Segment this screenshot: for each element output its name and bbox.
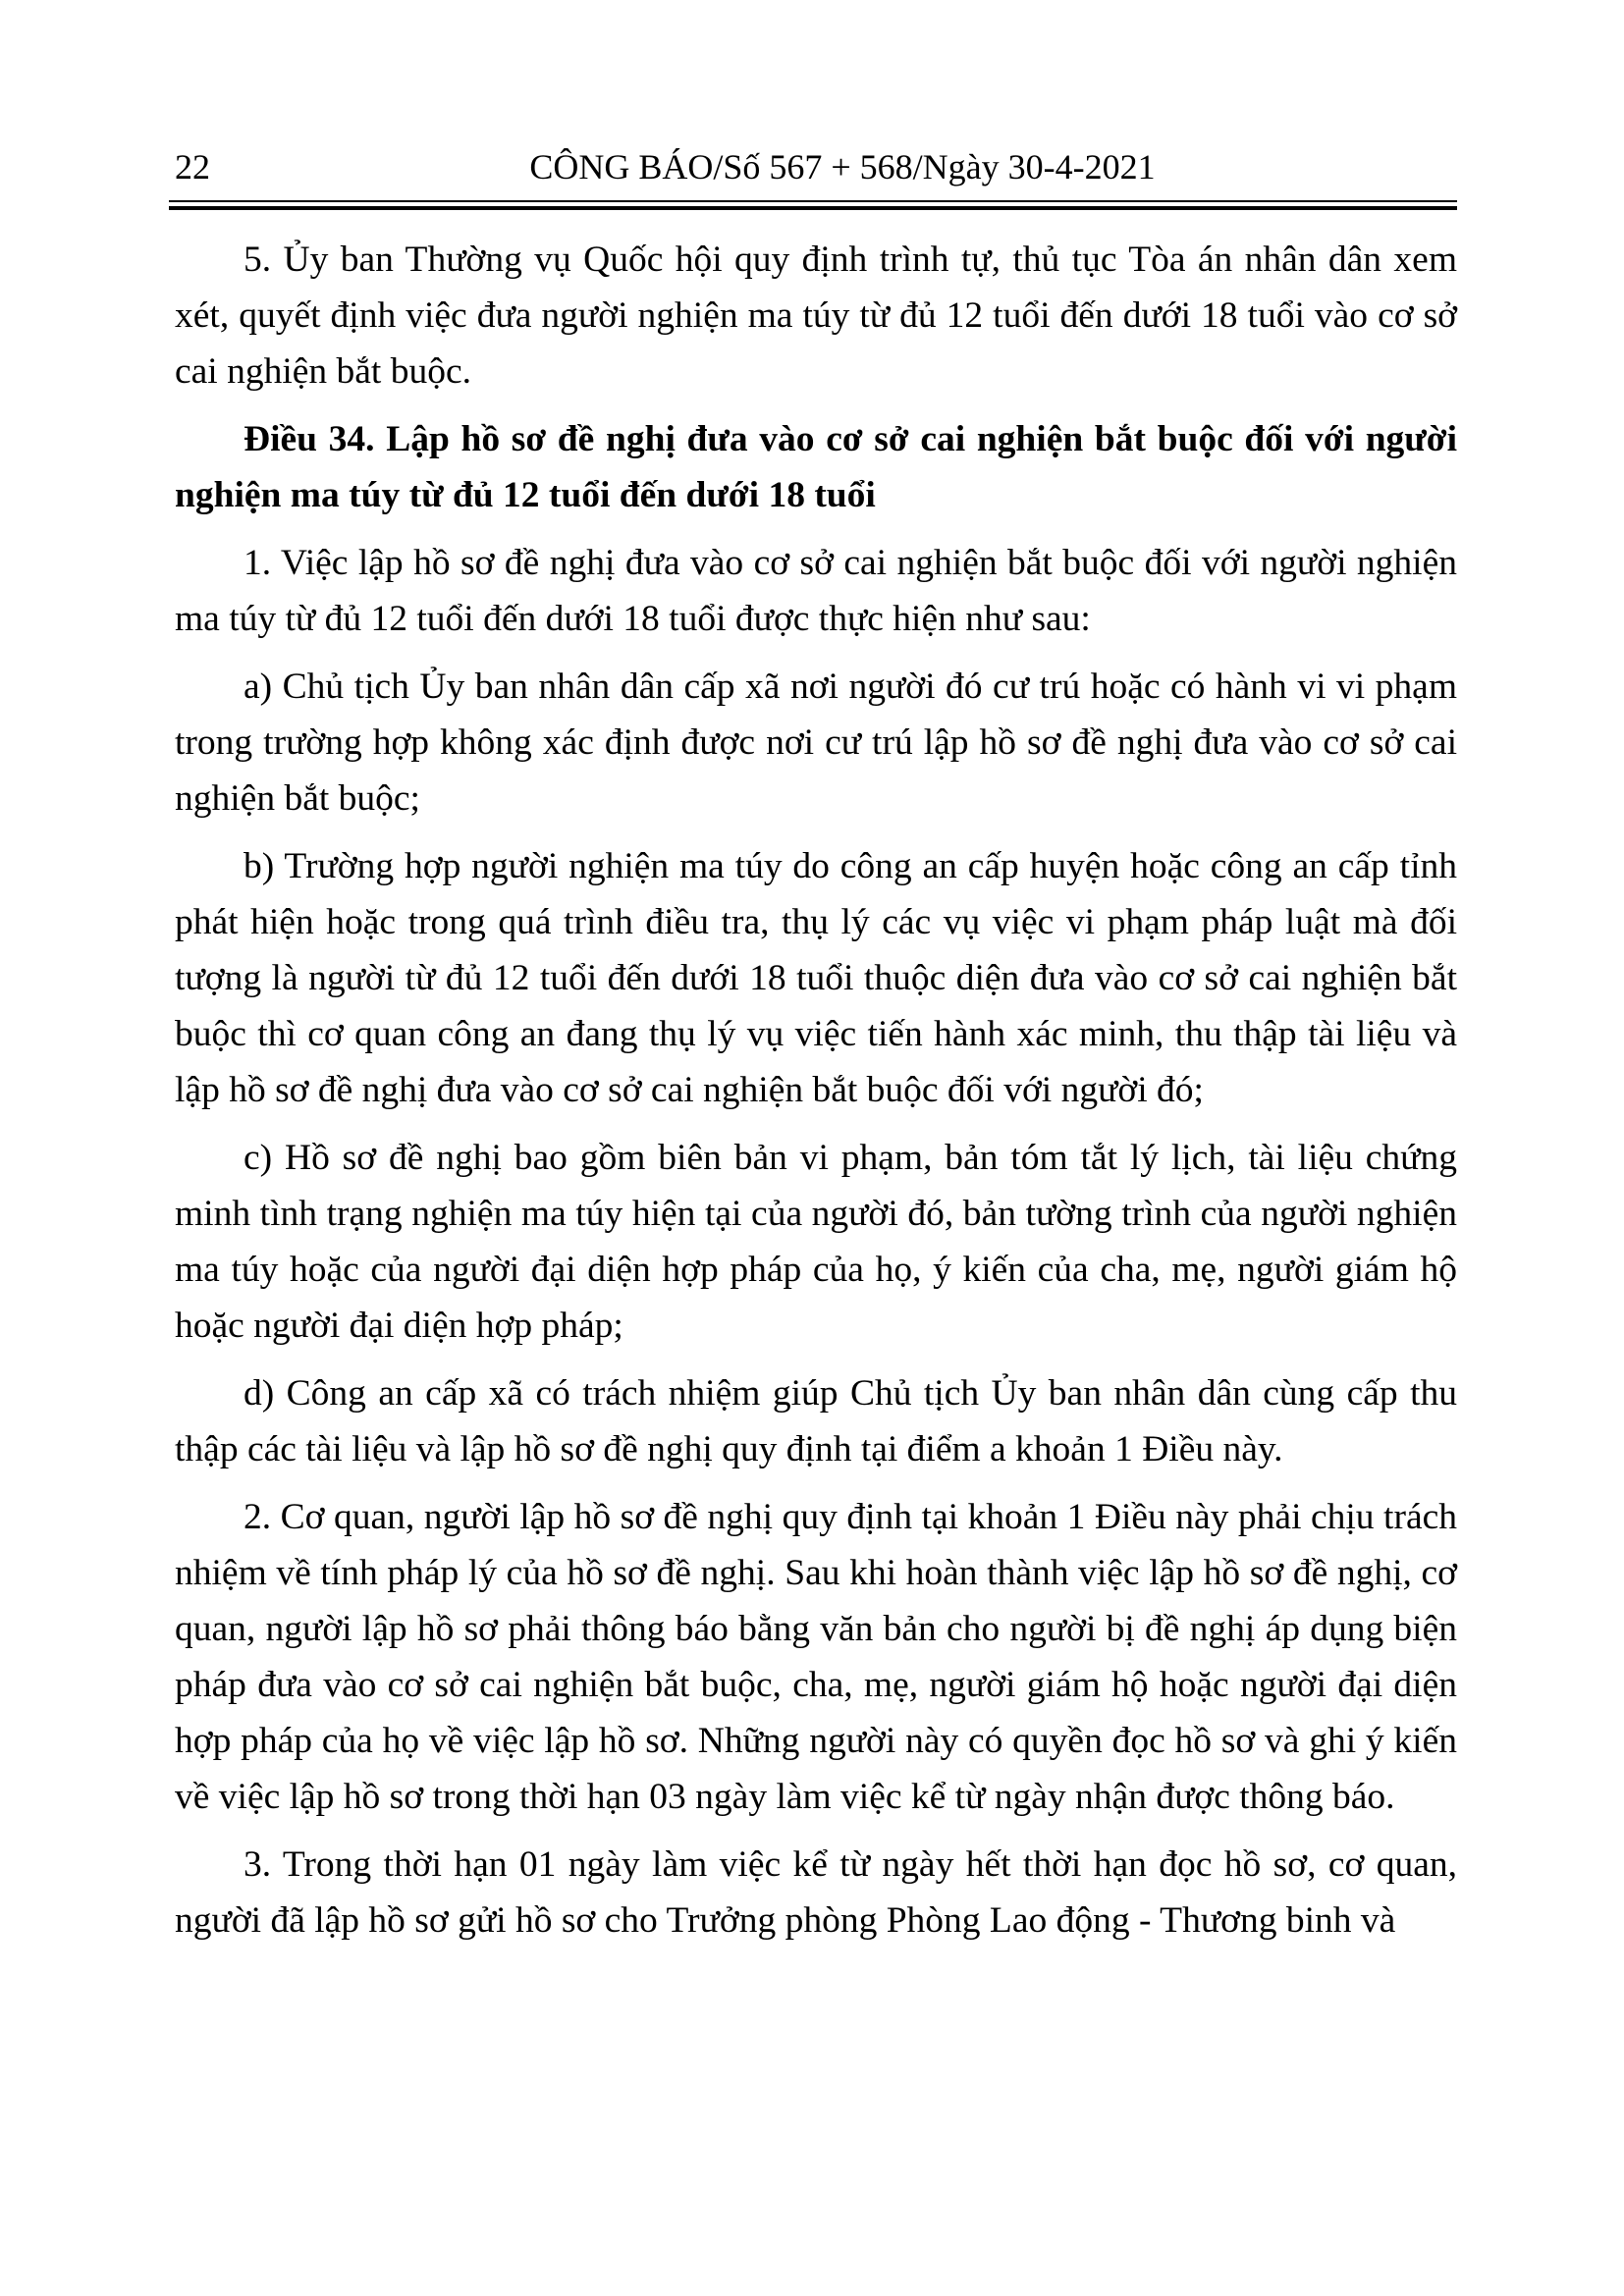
page-header <box>169 137 1457 196</box>
point-c: c) Hồ sơ đề nghị bao gồm biên bản vi phạm, bản tóm tắt lý lịch, tài liệu chứng minh tình trạng nghiện ma túy hiện tại của người đó, bản tường trình của người nghiện ma túy hoặc của người đại diện hợp pháp của họ, ý kiến của cha, mẹ, người giám hộ hoặc người đại diện hợp pháp; <box>175 1138 1457 1346</box>
article-34-heading: Điều 34. Lập hồ sơ đề nghị đưa vào cơ sở cai nghiện bắt buộc đối với người nghiện ma túy từ đủ 12 tuổi đến dưới 18 tuổi <box>175 419 1457 515</box>
clause-1: 1. Việc lập hồ sơ đề nghị đưa vào cơ sở cai nghiện bắt buộc đối với người nghiện ma túy từ đủ 12 tuổi đến dưới 18 tuổi được thực hiện như sau: <box>175 543 1457 639</box>
clause-3: 3. Trong thời hạn 01 ngày làm việc kể từ ngày hết thời hạn đọc hồ sơ, cơ quan, người đã lập hồ sơ gửi hồ sơ cho Trưởng phòng Phòng Lao động - Thương binh và <box>175 1844 1457 1941</box>
clause-5: 5. Ủy ban Thường vụ Quốc hội quy định trình tự, thủ tục Tòa án nhân dân xem xét, quyết định việc đưa người nghiện ma túy từ đủ 12 tuổi đến dưới 18 tuổi vào cơ sở cai nghiện bắt buộc. <box>175 240 1457 392</box>
point-a: a) Chủ tịch Ủy ban nhân dân cấp xã nơi người đó cư trú hoặc có hành vi vi phạm trong trường hợp không xác định được nơi cư trú lập hồ sơ đề nghị đưa vào cơ sở cai nghiện bắt buộc; <box>175 667 1457 819</box>
point-d: d) Công an cấp xã có trách nhiệm giúp Chủ tịch Ủy ban nhân dân cùng cấp thu thập các tài liệu và lập hồ sơ đề nghị quy định tại điểm a khoản 1 Điều này. <box>175 1373 1457 1469</box>
gazette-title: CÔNG BÁO/Số 567 + 568/Ngày 30-4-2021 <box>529 147 1156 187</box>
document-body <box>175 232 1457 1960</box>
page-number: 22 <box>175 147 210 187</box>
point-b: b) Trường hợp người nghiện ma túy do công an cấp huyện hoặc công an cấp tỉnh phát hiện hoặc trong quá trình điều tra, thụ lý các vụ việc vi phạm pháp luật mà đối tượng là người từ đủ 12 tuổi đến dưới 18 tuổi thuộc diện đưa vào cơ sở cai nghiện bắt buộc thì cơ quan công an đang thụ lý vụ việc tiến hành xác minh, thu thập tài liệu và lập hồ sơ đề nghị đưa vào cơ sở cai nghiện bắt buộc đối với người đó; <box>175 846 1457 1110</box>
clause-2: 2. Cơ quan, người lập hồ sơ đề nghị quy định tại khoản 1 Điều này phải chịu trách nhiệm về tính pháp lý của hồ sơ đề nghị. Sau khi hoàn thành việc lập hồ sơ đề nghị, cơ quan, người lập hồ sơ phải thông báo bằng văn bản cho người bị đề nghị áp dụng biện pháp đưa vào cơ sở cai nghiện bắt buộc, cha, mẹ, người giám hộ hoặc người đại diện hợp pháp của họ về việc lập hồ sơ. Những người này có quyền đọc hồ sơ và ghi ý kiến về việc lập hồ sơ trong thời hạn 03 ngày làm việc kể từ ngày nhận được thông báo. <box>175 1497 1457 1817</box>
header-rule-thin <box>169 200 1457 202</box>
header-rule-thick <box>169 206 1457 210</box>
